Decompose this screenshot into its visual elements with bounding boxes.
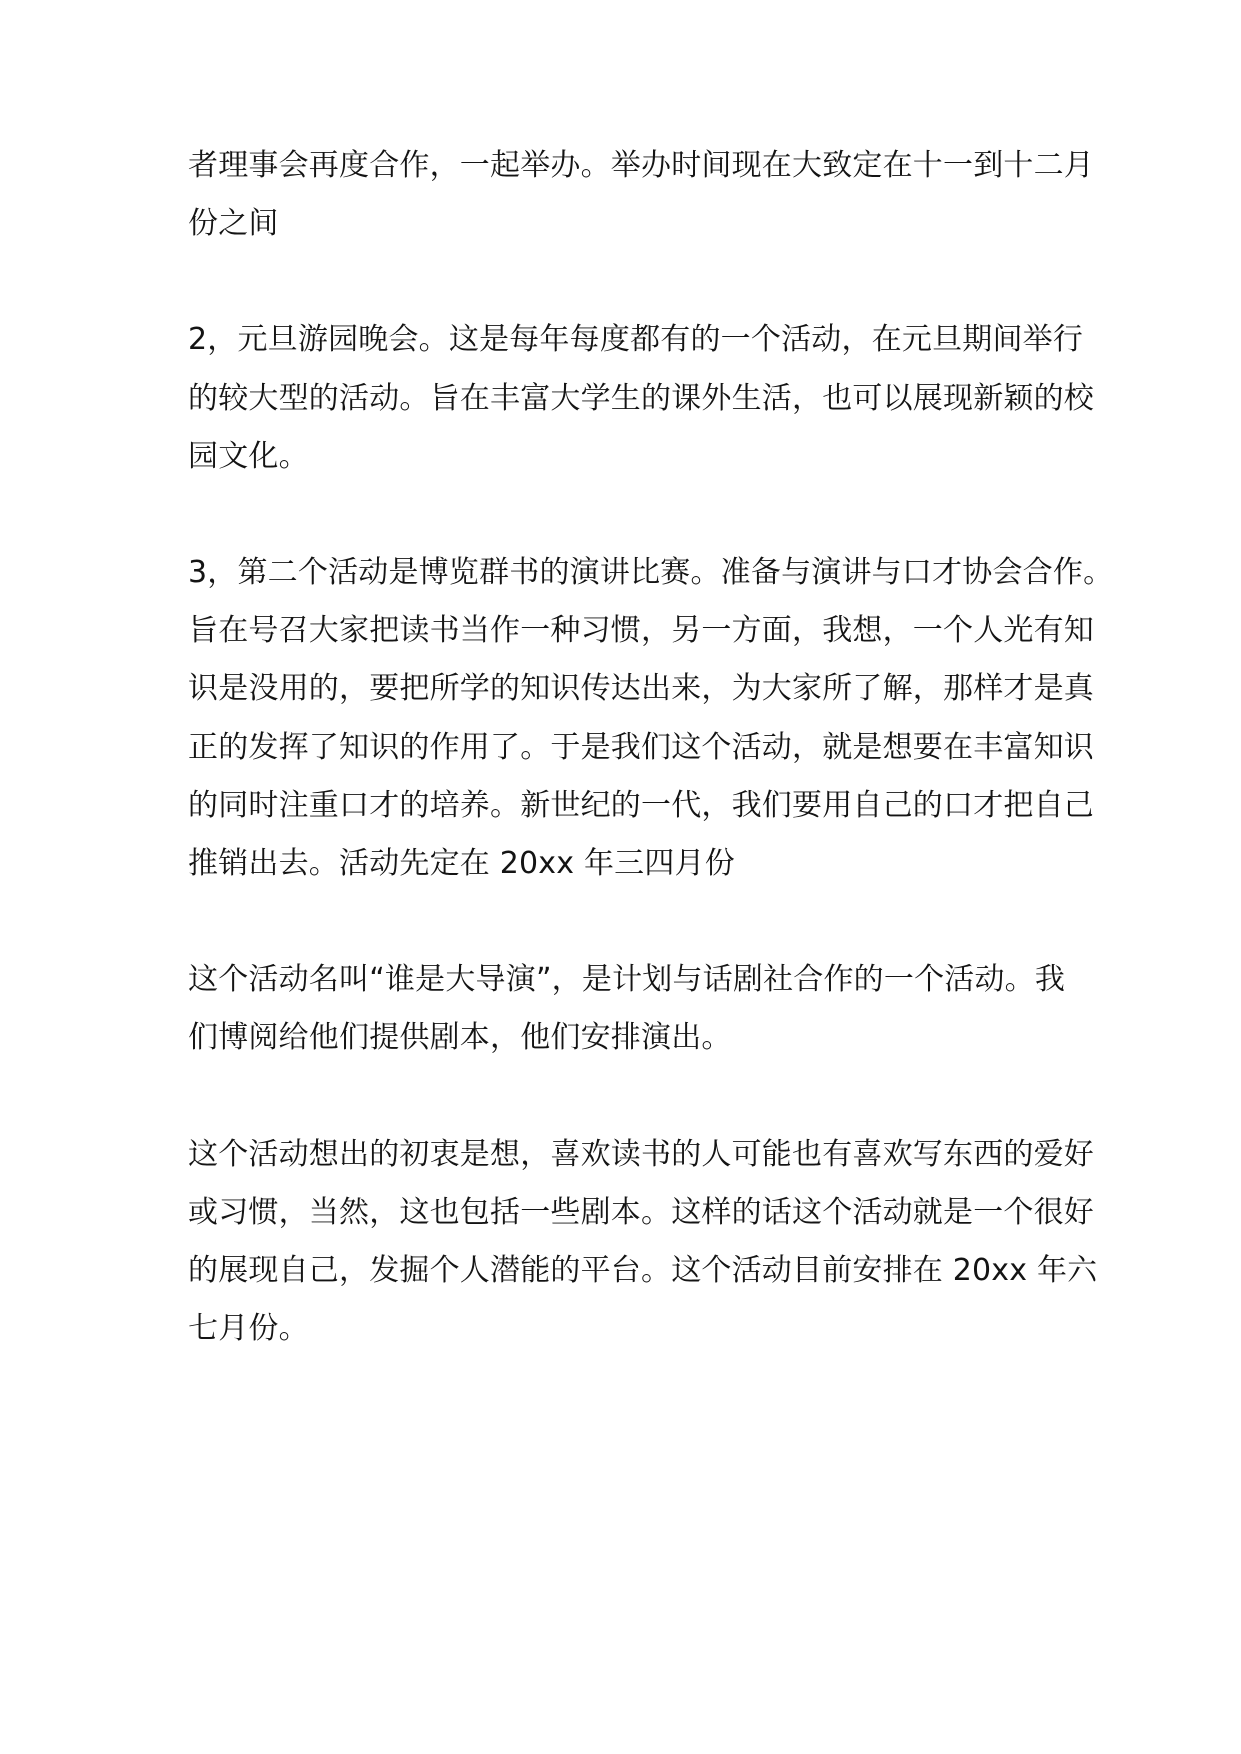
text-line: 的较大型的活动。旨在丰富大学生的课外生活，也可以展现新颖的校 bbox=[188, 381, 1094, 416]
text-line: 这个活动想出的初衷是想，喜欢读书的人可能也有喜欢写东西的爱好 bbox=[188, 1137, 1094, 1172]
text-line: 识是没用的，要把所学的知识传达出来，为大家所了解，那样才是真 bbox=[188, 671, 1094, 706]
text-line: 这个活动名叫“谁是大导演”，是计划与话剧社合作的一个活动。我 bbox=[188, 962, 1066, 997]
text-line: 推销出去。活动先定在 20xx 年三四月份 bbox=[188, 846, 735, 881]
text-line: 七月份。 bbox=[188, 1311, 309, 1346]
text-line: 或习惯，当然，这也包括一些剧本。这样的话这个活动就是一个很好 bbox=[188, 1195, 1094, 1230]
text-line: 的同时注重口才的培养。新世纪的一代，我们要用自己的口才把自己 bbox=[188, 788, 1094, 823]
text-line: 的展现自己，发掘个人潜能的平台。这个活动目前安排在 20xx 年六 bbox=[188, 1253, 1098, 1288]
text-line: 正的发挥了知识的作用了。于是我们这个活动，就是想要在丰富知识 bbox=[188, 730, 1094, 765]
text-line: 3，第二个活动是博览群书的演讲比赛。准备与演讲与口才协会合作。 bbox=[188, 555, 1114, 590]
text-line: 们博阅给他们提供剧本，他们安排演出。 bbox=[188, 1020, 732, 1055]
text-line: 者理事会再度合作，一起举办。举办时间现在大致定在十一到十二月 bbox=[188, 148, 1094, 183]
text-line: 份之间 bbox=[188, 206, 279, 241]
text-line: 2，元旦游园晚会。这是每年每度都有的一个活动，在元旦期间举行 bbox=[188, 322, 1084, 357]
text-line: 园文化。 bbox=[188, 439, 309, 474]
text-line: 旨在号召大家把读书当作一种习惯，另一方面，我想，一个人光有知 bbox=[188, 613, 1094, 648]
